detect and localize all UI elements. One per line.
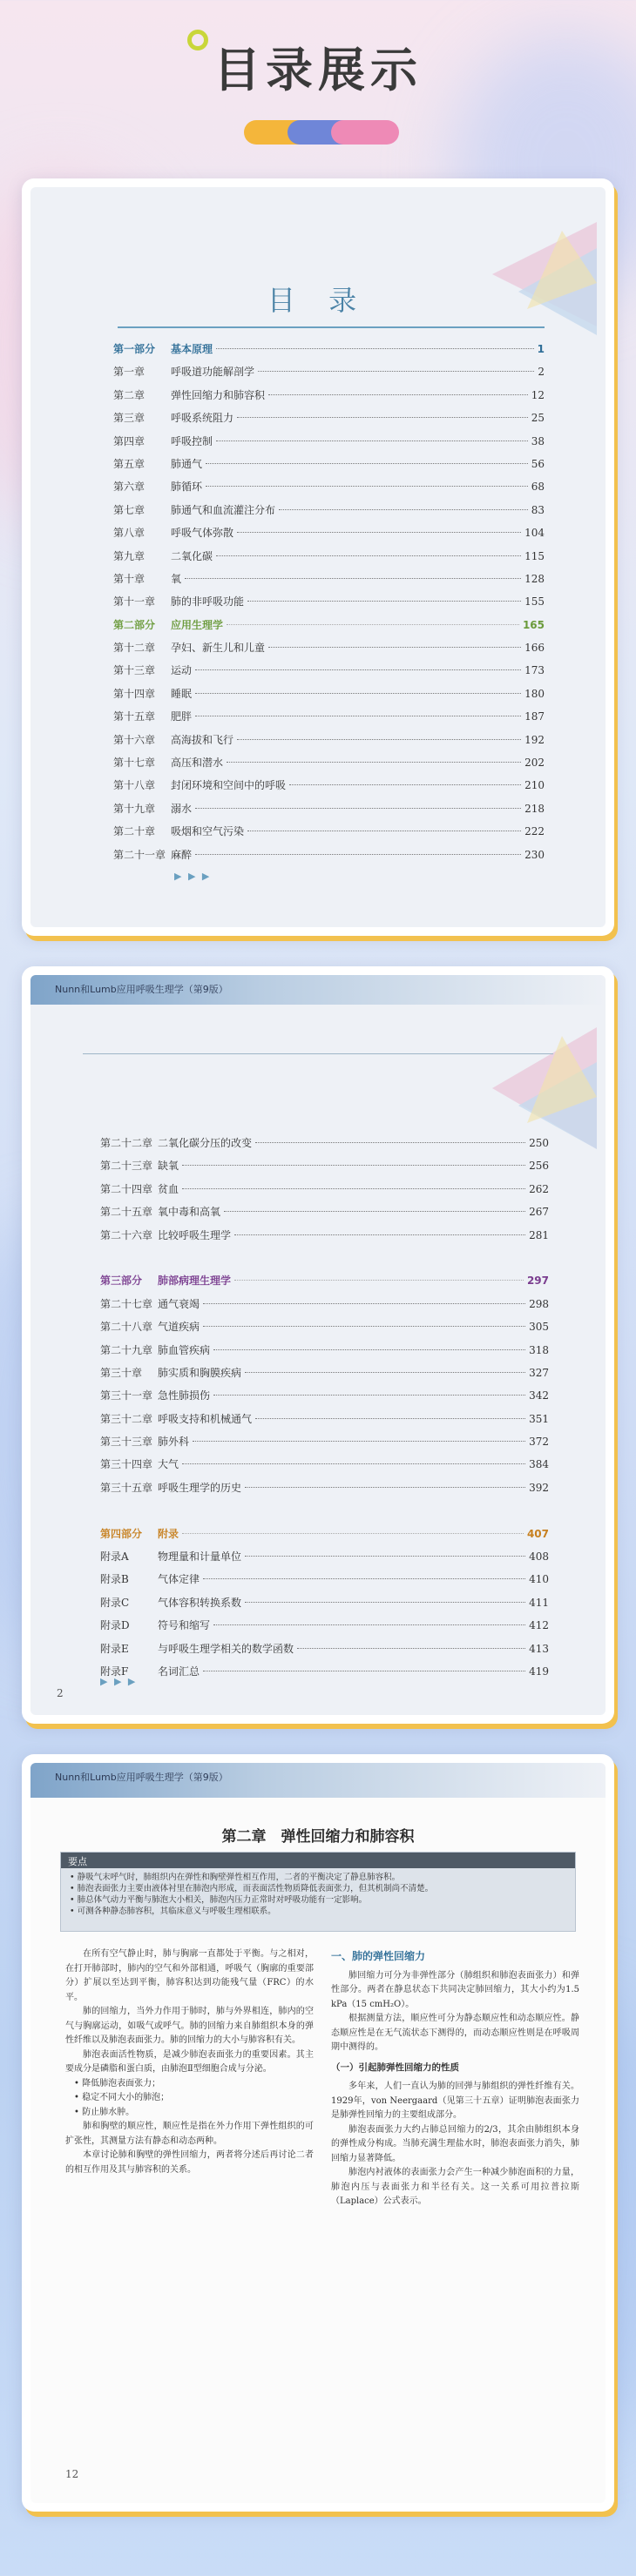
toc-page-number: 419 <box>529 1665 549 1678</box>
toc-leader-dots <box>213 1395 525 1396</box>
triangle-decoration <box>466 1019 597 1149</box>
toc-chapter-row <box>100 1638 549 1660</box>
toc-page-number: 298 <box>529 1297 549 1310</box>
toc-chapter-row <box>113 430 545 453</box>
toc-label: 气道疾病 <box>158 1321 200 1334</box>
toc-number: 第二十五章 <box>100 1206 153 1219</box>
toc-leader-dots <box>206 486 528 487</box>
toc-page-number: 392 <box>529 1481 549 1494</box>
toc-page-number: 1 <box>537 343 545 355</box>
toc-page-number: 256 <box>529 1160 549 1173</box>
toc-number: 第六章 <box>113 481 145 494</box>
toc-leader-dots <box>234 1234 525 1235</box>
toc-number: 附录B <box>100 1573 129 1586</box>
toc-spacer <box>100 1499 549 1522</box>
paragraph: 肺回缩力可分为非弹性部分（肺组织和肺泡表面张力）和弹性部分。两者在静息状态下共同决定肺回缩力，其大小约为1.5 kPa（15 cmH₂O）。 <box>331 1970 579 2009</box>
toc-chapter-row <box>100 1430 549 1453</box>
toc-page-number: 165 <box>522 618 545 631</box>
toc-number: 第二章 <box>113 388 145 401</box>
toc-page-number: 210 <box>524 779 545 792</box>
toc-page-number: 408 <box>529 1550 549 1564</box>
toc-label: 肺外科 <box>158 1436 190 1449</box>
paragraph: 肺泡内衬液体的表面张力会产生一种减少肺泡面积的力量，肺泡内压与表面张力和半径有关。这一关系可用拉普拉斯（Laplace）公式表示。 <box>331 2168 579 2206</box>
paragraph: 肺泡表面张力大约占肺总回缩力的2/3，其余由肺组织本身的弹性成分构成。当肺充满生理盐水时，肺泡表面张力消失，肺回缩力显著降低。 <box>331 2124 579 2163</box>
toc-leader-dots <box>245 1372 525 1373</box>
toc-chapter-row <box>100 1293 549 1315</box>
toc-page-number: 173 <box>524 664 545 677</box>
toc-page-2 <box>22 966 614 1724</box>
paragraph: 肺泡表面活性物质，是减少肺泡表面张力的重要因素。其主要成分是磷脂和蛋白质，由肺泡Ⅱ型细胞合成与分泌。 <box>65 2049 314 2074</box>
toc-label: 附录 <box>158 1527 179 1540</box>
toc-label: 肺血管疾病 <box>158 1343 211 1356</box>
toc-chapter-row <box>113 453 545 475</box>
toc-number: 第二十八章 <box>100 1321 153 1334</box>
toc-chapter-row <box>113 360 545 383</box>
toc-number: 第二十九章 <box>100 1343 153 1356</box>
toc-label: 高海拔和飞行 <box>171 733 234 746</box>
toc-page-number: 68 <box>531 481 545 494</box>
toc-page-number: 25 <box>531 412 545 425</box>
toc-title: 目 录 <box>267 284 369 317</box>
toc-number: 第三十一章 <box>100 1389 153 1402</box>
toc-label: 呼吸气体弥散 <box>171 527 234 540</box>
toc-chapter-row <box>113 844 545 866</box>
toc-page-number: 187 <box>524 710 545 723</box>
toc-leader-dots <box>227 624 519 625</box>
toc-leader-dots <box>247 601 521 602</box>
toc-label: 麻醉 <box>171 848 193 861</box>
toc-page-number: 318 <box>529 1343 549 1356</box>
toc-number: 第一章 <box>113 366 145 379</box>
toc-label: 弹性回缩力和肺容积 <box>171 388 266 401</box>
toc-label: 运动 <box>171 664 193 677</box>
toc-number: 附录E <box>100 1642 129 1655</box>
toc-page-number: 281 <box>529 1228 549 1241</box>
toc-leader-dots <box>237 532 521 533</box>
toc-leader-dots <box>182 1533 524 1534</box>
toc-page-number: 202 <box>524 757 545 770</box>
toc-list-2 <box>100 1132 549 1683</box>
paragraph: 根据测量方法，顺应性可分为静态顺应性和动态顺应性。静态顺应性是在无气流状态下测得的，而动态顺应性则是在呼吸周期中测得的。 <box>331 2014 579 2052</box>
toc-label: 大气 <box>158 1458 179 1471</box>
key-points-list <box>61 1868 575 1920</box>
toc-page-number: 327 <box>529 1366 549 1379</box>
toc-page-number: 407 <box>526 1527 549 1540</box>
toc-label: 溺水 <box>171 802 193 815</box>
toc-page-number: 12 <box>531 388 545 401</box>
toc-label: 呼吸支持和机械通气 <box>158 1412 253 1425</box>
toc-chapter-row <box>113 659 545 682</box>
toc-label: 物理量和计量单位 <box>158 1550 242 1564</box>
toc-leader-dots <box>255 1142 525 1143</box>
toc-label: 气体定律 <box>158 1573 200 1586</box>
toc-leader-dots <box>182 1188 525 1189</box>
paragraph: • 防止肺水肿。 <box>74 2107 135 2117</box>
left-column-text <box>65 1947 314 2177</box>
toc-number: 第二十七章 <box>100 1297 153 1310</box>
toc-leader-dots <box>195 808 521 809</box>
toc-number: 第一部分 <box>113 343 156 355</box>
toc-number: 第三十四章 <box>100 1458 153 1471</box>
toc-label: 呼吸控制 <box>171 434 213 447</box>
toc-chapter-row <box>113 590 545 613</box>
toc-label: 名词汇总 <box>158 1665 200 1678</box>
toc-leader-dots <box>185 578 521 579</box>
toc-chapter-row <box>100 1201 549 1223</box>
toc-label: 贫血 <box>158 1182 179 1195</box>
toc-page-number: 250 <box>529 1137 549 1149</box>
toc-label: 肺通气 <box>171 457 203 470</box>
toc-number: 第十二章 <box>113 642 156 655</box>
toc-chapter-row <box>113 499 545 521</box>
toc-chapter-row <box>113 636 545 659</box>
toc-leader-dots <box>213 1624 525 1625</box>
toc-leader-dots <box>245 1602 525 1603</box>
toc-chapter-row <box>113 797 545 820</box>
chapter-page <box>22 1754 614 2512</box>
toc-label: 氧中毒和高氧 <box>158 1206 221 1219</box>
oval-pink <box>331 120 399 145</box>
toc-number: 第三部分 <box>100 1275 143 1288</box>
subsection-heading: （一）引起肺弹性回缩力的性质 <box>331 2061 459 2073</box>
toc-number: 第二十四章 <box>100 1182 153 1195</box>
toc-number: 第十四章 <box>113 687 156 700</box>
toc-leader-dots <box>216 555 521 556</box>
key-point: • 肺泡表面张力主要由液体衬里在肺泡内形成，而表面活性物质降低表面张力，但其机制尚不清楚。 <box>70 1884 434 1893</box>
toc-page-number: 180 <box>524 687 545 700</box>
toc-page-number: 297 <box>526 1275 549 1288</box>
toc-leader-dots <box>213 1349 525 1350</box>
toc-number: 第四部分 <box>100 1527 143 1540</box>
toc-leader-dots <box>289 784 521 785</box>
toc-part-row <box>100 1523 549 1545</box>
toc-leader-dots <box>182 1463 525 1464</box>
toc-page-number: 413 <box>529 1642 549 1655</box>
color-ovals-decoration <box>244 120 401 146</box>
paragraph: 本章讨论肺和胸壁的弹性回缩力，两者将分述后再讨论二者的相互作用及其与肺容积的关系。 <box>65 2150 314 2175</box>
toc-page-number: 267 <box>529 1206 549 1219</box>
toc-page-number: 128 <box>524 572 545 585</box>
toc-leader-dots <box>203 1303 525 1304</box>
toc-label: 呼吸道功能解剖学 <box>171 366 255 379</box>
toc-leader-dots <box>255 1418 525 1419</box>
toc-page-number: 222 <box>524 825 545 838</box>
key-point: • 肺总体气动力平衡与肺泡大小相关，肺泡内压力正常时对呼吸功能有一定影响。 <box>70 1895 368 1905</box>
toc-label: 肥胖 <box>171 710 193 723</box>
toc-number: 第十五章 <box>113 710 156 723</box>
toc-page-number: 155 <box>524 595 545 609</box>
toc-page-number: 411 <box>529 1596 549 1609</box>
toc-leader-dots <box>227 762 521 763</box>
toc-chapter-row <box>100 1339 549 1362</box>
toc-label: 气体容积转换系数 <box>158 1596 242 1609</box>
toc-title-rule <box>118 326 545 328</box>
toc-number: 第二十六章 <box>100 1228 153 1241</box>
section-heading: 一、肺的弹性回缩力 <box>331 1950 426 1962</box>
toc-chapter-row <box>113 521 545 544</box>
toc-chapter-row <box>100 1178 549 1201</box>
page-number: 12 <box>65 2468 79 2480</box>
toc-label: 与呼吸生理学相关的数学函数 <box>158 1642 294 1655</box>
toc-page-number: 351 <box>529 1412 549 1425</box>
toc-number: 第二十二章 <box>100 1137 153 1149</box>
toc-number: 第十七章 <box>113 757 156 770</box>
toc-label: 肺通气和血流灌注分布 <box>171 503 276 516</box>
toc-label: 二氧化碳分压的改变 <box>158 1137 253 1149</box>
toc-number: 第二十一章 <box>113 848 166 861</box>
toc-chapter-row <box>113 751 545 774</box>
toc-label: 二氧化碳 <box>171 549 213 562</box>
toc-page-number: 83 <box>531 503 545 516</box>
toc-leader-dots <box>279 509 528 510</box>
toc-label: 呼吸系统阻力 <box>171 412 234 425</box>
toc-chapter-row <box>100 1132 549 1154</box>
toc-number: 第三十五章 <box>100 1481 153 1494</box>
toc-leader-dots <box>182 1165 525 1166</box>
toc-chapter-row <box>100 1545 549 1568</box>
toc-label: 应用生理学 <box>171 618 224 631</box>
toc-number: 附录F <box>100 1665 129 1678</box>
toc-number: 第十六章 <box>113 733 156 746</box>
toc-label: 吸烟和空气污染 <box>171 825 245 838</box>
toc-label: 氧 <box>171 572 182 585</box>
toc-chapter-row <box>113 705 545 728</box>
page-title: 目录展示 <box>213 43 423 98</box>
page-number: 2 <box>57 1687 64 1699</box>
toc-label: 呼吸生理学的历史 <box>158 1481 242 1494</box>
toc-label: 肺的非呼吸功能 <box>171 595 245 609</box>
toc-number: 附录C <box>100 1596 130 1609</box>
toc-number: 附录D <box>100 1619 130 1632</box>
key-point: • 可测各种静态肺容积，其临床意义与呼吸生理相联系。 <box>70 1907 276 1916</box>
running-head: Nunn和Lumb应用呼吸生理学（第9版） <box>55 1772 228 1783</box>
chapter-title: 第二章 弹性回缩力和肺容积 <box>221 1828 415 1846</box>
toc-leader-dots <box>258 371 534 372</box>
toc-chapter-row <box>113 545 545 568</box>
toc-label: 急性肺损伤 <box>158 1389 211 1402</box>
toc-leader-dots <box>206 463 528 464</box>
toc-page-number: 384 <box>529 1458 549 1471</box>
toc-number: 第四章 <box>113 434 145 447</box>
toc-page-1 <box>22 178 614 936</box>
toc-page-number: 412 <box>529 1619 549 1632</box>
toc-spacer <box>100 1247 549 1269</box>
toc-list-1 <box>113 338 545 866</box>
toc-chapter-row <box>113 384 545 407</box>
toc-chapter-row <box>100 1614 549 1637</box>
toc-leader-dots <box>203 1326 525 1327</box>
toc-number: 第三十章 <box>100 1366 143 1379</box>
toc-page-number: 305 <box>529 1321 549 1334</box>
toc-leader-dots <box>203 1578 525 1579</box>
toc-page-number: 262 <box>529 1182 549 1195</box>
toc-page-number: 410 <box>529 1573 549 1586</box>
toc-number: 第二部分 <box>113 618 156 631</box>
toc-number: 第八章 <box>113 527 145 540</box>
toc-page-number: 166 <box>524 642 545 655</box>
toc-number: 第三章 <box>113 412 145 425</box>
toc-chapter-row <box>100 1453 549 1476</box>
key-points-heading: 要点 <box>61 1853 575 1868</box>
toc-leader-dots <box>195 693 521 694</box>
toc-chapter-row <box>100 1315 549 1338</box>
toc-page-number: 218 <box>524 802 545 815</box>
toc-leader-dots <box>297 1648 525 1649</box>
arrow-decoration: ▶ ▶ ▶ <box>100 1676 138 1687</box>
key-point: • 静吸气末呼气时，肺组织内在弹性和胸壁弹性相互作用，二者的平衡决定了静息肺容积。 <box>70 1873 401 1882</box>
toc-number: 第十九章 <box>113 802 156 815</box>
toc-label: 肺部病理生理学 <box>158 1275 232 1288</box>
toc-part-row <box>100 1269 549 1292</box>
toc-leader-dots <box>245 1487 525 1488</box>
page-header <box>0 0 636 165</box>
toc-part-row <box>113 614 545 636</box>
toc-leader-dots <box>245 1556 525 1557</box>
toc-chapter-row <box>100 1384 549 1407</box>
toc-label: 符号和缩写 <box>158 1619 211 1632</box>
toc-leader-dots <box>237 417 528 418</box>
toc-label: 基本原理 <box>171 343 213 355</box>
toc-number: 第三十三章 <box>100 1436 153 1449</box>
toc-page-number: 56 <box>531 457 545 470</box>
toc-page-number: 372 <box>529 1436 549 1449</box>
toc-page-number: 2 <box>538 366 545 379</box>
key-points-box <box>60 1852 576 1932</box>
toc-leader-dots <box>268 394 528 395</box>
toc-leader-dots <box>193 1441 525 1442</box>
toc-label: 封闭环境和空间中的呼吸 <box>171 779 287 792</box>
toc-label: 孕妇、新生儿和儿童 <box>171 642 266 655</box>
toc-number: 第七章 <box>113 503 145 516</box>
toc-page-number: 115 <box>524 549 545 562</box>
toc-page-number: 342 <box>529 1389 549 1402</box>
toc-label: 通气衰竭 <box>158 1297 200 1310</box>
paragraph: 在所有空气静止时，肺与胸廓一直都处于平衡。与之相对，在打开肺部时，肺内的空气和外部相通，呼吸气（胸廓的重要部分）扩展以至达到平衡，肺容积达到功能残气量（FRC）的水平。 <box>65 1949 314 2002</box>
toc-chapter-row <box>100 1568 549 1591</box>
toc-leader-dots <box>195 669 521 670</box>
toc-leader-dots <box>216 348 534 349</box>
toc-leader-dots <box>268 647 521 648</box>
paragraph: • 降低肺泡表面张力； <box>74 2078 161 2088</box>
toc-leader-dots <box>234 1280 524 1281</box>
toc-page-number: 230 <box>524 848 545 861</box>
right-column-text <box>331 1947 579 2209</box>
toc-chapter-row <box>113 475 545 498</box>
toc-number: 第十一章 <box>113 595 156 609</box>
toc-number: 第五章 <box>113 457 145 470</box>
toc-chapter-row <box>113 407 545 429</box>
toc-chapter-row <box>100 1476 549 1499</box>
toc-label: 睡眠 <box>171 687 193 700</box>
toc-leader-dots <box>237 739 521 740</box>
toc-leader-dots <box>224 1211 525 1212</box>
toc-number: 第十章 <box>113 572 145 585</box>
toc-label: 肺实质和胸膜疾病 <box>158 1366 242 1379</box>
toc-label: 比较呼吸生理学 <box>158 1228 232 1241</box>
arrow-decoration: ▶ ▶ ▶ <box>174 871 212 882</box>
toc-page-number: 104 <box>524 527 545 540</box>
toc-number: 第二十三章 <box>100 1160 153 1173</box>
toc-page-number: 192 <box>524 733 545 746</box>
toc-number: 第十八章 <box>113 779 156 792</box>
paragraph: 肺的回缩力，当外力作用于肺时，肺与外界相连，肺内的空气与胸廓运动，如吸气或呼气。肺的回缩力来自肺组织本身的弹性纤维以及肺泡表面张力。肺的回缩力的大小与肺容积有关。 <box>65 2007 314 2045</box>
toc-chapter-row <box>100 1362 549 1384</box>
toc-chapter-row <box>113 683 545 705</box>
paragraph: 多年来，人们一直认为肺的回弹与肺组织的弹性纤维有关。1929年，von Neergaard（见第三十五章）证明肺泡表面张力是肺弹性回缩力的主要组成部分。 <box>331 2082 579 2120</box>
paragraph: 肺和胸壁的顺应性，顺应性是指在外力作用下弹性组织的可扩张性，其测量方法有静态和动态两种。 <box>65 2122 314 2146</box>
toc-chapter-row <box>113 774 545 797</box>
paragraph: • 稳定不同大小的肺泡； <box>74 2093 170 2102</box>
toc-chapter-row <box>100 1591 549 1614</box>
toc-top-rule <box>83 1053 553 1054</box>
toc-number: 第十三章 <box>113 664 156 677</box>
toc-chapter-row <box>100 1154 549 1177</box>
toc-number: 第三十二章 <box>100 1412 153 1425</box>
toc-chapter-row <box>100 1408 549 1430</box>
toc-chapter-row <box>100 1224 549 1247</box>
toc-chapter-row <box>113 568 545 590</box>
toc-number: 第九章 <box>113 549 145 562</box>
toc-label: 肺循环 <box>171 481 203 494</box>
toc-number: 附录A <box>100 1550 129 1564</box>
toc-page-number: 38 <box>531 434 545 447</box>
toc-number: 第二十章 <box>113 825 156 838</box>
toc-chapter-row <box>100 1660 549 1683</box>
toc-part-row <box>113 338 545 360</box>
toc-chapter-row <box>113 820 545 843</box>
toc-leader-dots <box>195 854 521 855</box>
toc-chapter-row <box>113 729 545 751</box>
toc-label: 缺氧 <box>158 1160 179 1173</box>
running-head: Nunn和Lumb应用呼吸生理学（第9版） <box>55 984 228 995</box>
toc-label: 高压和潜水 <box>171 757 224 770</box>
